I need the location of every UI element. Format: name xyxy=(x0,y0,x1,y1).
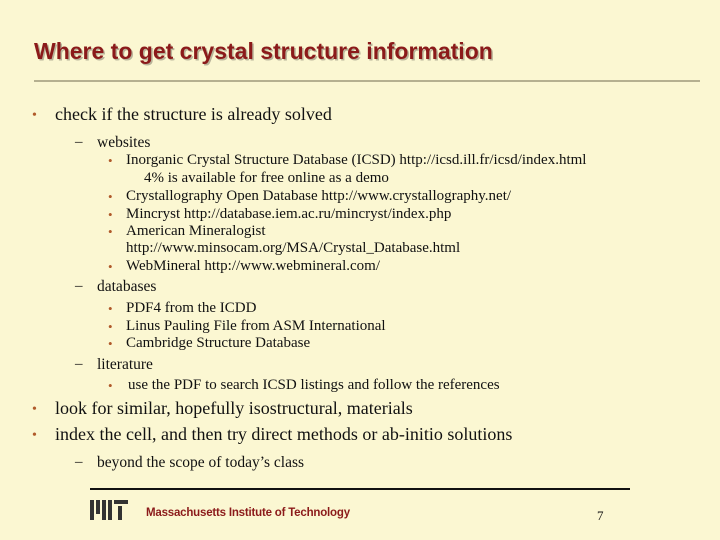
footer-divider xyxy=(90,488,630,490)
slide-title: Where to get crystal structure information xyxy=(34,38,493,64)
subitem-literature: literature xyxy=(97,356,153,373)
dash-icon: – xyxy=(75,454,83,470)
bullet-icon: • xyxy=(108,224,113,239)
title-divider xyxy=(34,80,700,82)
item-american-mineralogist: American Mineralogist xyxy=(126,223,266,239)
dash-icon: – xyxy=(75,278,83,294)
bullet-icon: • xyxy=(108,336,113,351)
item-use-pdf: use the PDF to search ICSD listings and follow the references xyxy=(128,377,500,393)
bullet-icon: • xyxy=(108,153,113,168)
item-cod: Crystallography Open Database http://www.crystallography.net/ xyxy=(126,188,512,204)
bullet-icon: • xyxy=(108,207,113,222)
item-pdf4: PDF4 from the ICDD xyxy=(126,300,257,316)
bullet-icon: • xyxy=(32,402,37,417)
subitem-beyond-scope: beyond the scope of today’s class xyxy=(97,454,305,471)
item-webmineral: WebMineral http://www.webmineral.com/ xyxy=(126,258,381,274)
item-mincryst: Mincryst http://database.iem.ac.ru/mincryst/index.php xyxy=(126,206,452,222)
dash-icon: – xyxy=(75,134,83,150)
bullet-index-cell: index the cell, and then try direct methods or ab-initio solutions xyxy=(55,424,513,444)
bullet-icon: • xyxy=(108,378,113,393)
subitem-databases: databases xyxy=(97,278,157,295)
subitem-websites: websites xyxy=(97,134,151,151)
institution-name: Massachusetts Institute of Technology xyxy=(146,507,350,519)
mit-logo-icon xyxy=(90,498,130,522)
item-icsd-note: 4% is available for free online as a demo xyxy=(144,170,389,186)
dash-icon: – xyxy=(75,356,83,372)
page-number: 7 xyxy=(597,508,604,523)
item-icsd: Inorganic Crystal Structure Database (ICSD) http://icsd.ill.fr/icsd/index.html xyxy=(126,152,587,168)
bullet-look-similar: look for similar, hopefully isostructural, materials xyxy=(55,398,413,418)
bullet-icon: • xyxy=(32,108,37,123)
item-csd: Cambridge Structure Database xyxy=(126,335,311,351)
bullet-check-solved: check if the structure is already solved xyxy=(55,104,332,124)
bullet-icon: • xyxy=(108,259,113,274)
bullet-icon: • xyxy=(32,428,37,443)
bullet-icon: • xyxy=(108,319,113,334)
bullet-icon: • xyxy=(108,189,113,204)
bullet-icon: • xyxy=(108,301,113,316)
item-american-mineralogist-url: http://www.minsocam.org/MSA/Crystal_Database.html xyxy=(126,240,461,256)
item-linus-pauling: Linus Pauling File from ASM International xyxy=(126,318,386,334)
